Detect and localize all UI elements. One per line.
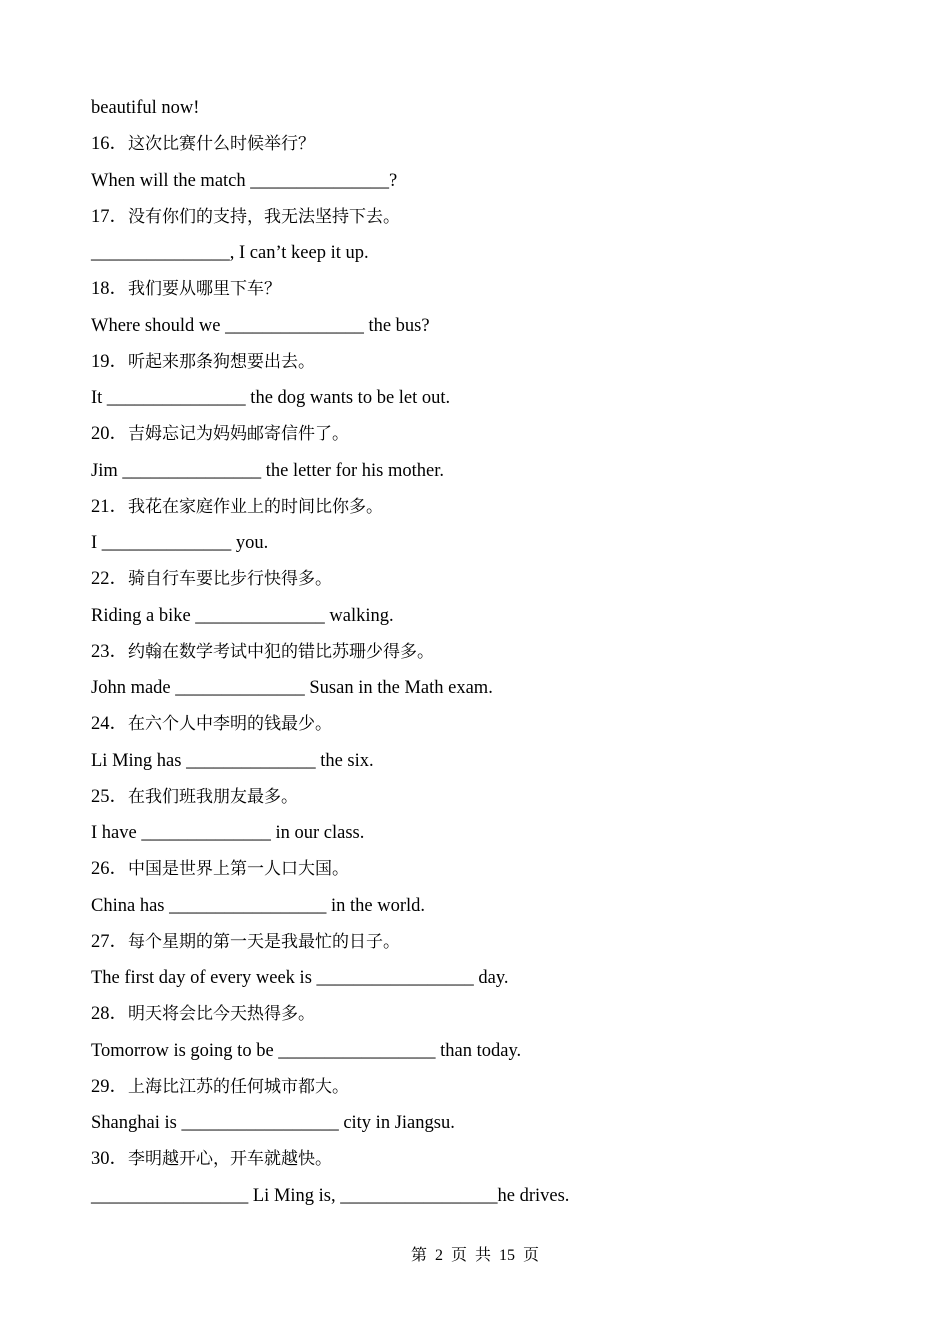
question-chinese-text: 约翰在数学考试中犯的错比苏珊少得多。: [128, 641, 435, 662]
question-number: 27．: [91, 931, 129, 952]
question-chinese-text: 没有你们的支持，我无法坚持下去。: [128, 206, 401, 227]
question-chinese-text: 李明越开心，开车就越快。: [128, 1149, 333, 1170]
answer-sentence: Jim _______________ the letter for his mother.: [91, 460, 444, 481]
question-number: 16．: [91, 134, 129, 155]
question-prompt: [91, 416, 871, 452]
question-chinese-text: 中国是世界上第一人口大国。: [128, 859, 350, 880]
question-prompt: [91, 924, 871, 960]
question-prompt: [91, 996, 871, 1032]
question-number: 30．: [91, 1149, 129, 1170]
question-prompt: [91, 634, 871, 670]
question-chinese-text: 在我们班我朋友最多。: [128, 786, 299, 807]
answer-sentence: I ______________ you.: [91, 533, 269, 553]
question-chinese-text: 在六个人中李明的钱最少。: [128, 714, 333, 735]
question-number: 18．: [91, 279, 129, 300]
question-number: 20．: [91, 424, 129, 445]
page-footer: [0, 1242, 950, 1265]
question-prompt: [91, 344, 871, 380]
question-prompt: [91, 1069, 871, 1105]
question-chinese-text: 骑自行车要比步行快得多。: [128, 569, 333, 590]
question-number: 26．: [91, 859, 129, 880]
question-prompt: [91, 489, 871, 525]
question-number: 28．: [91, 1004, 129, 1025]
question-number: 17．: [91, 206, 129, 227]
exercise-list: [91, 90, 871, 1214]
answer-sentence: John made ______________ Susan in the Math exam.: [91, 678, 493, 698]
question-prompt: [91, 706, 871, 742]
question-prompt: [91, 561, 871, 597]
answer-sentence: Riding a bike ______________ walking.: [91, 605, 394, 626]
answer-sentence: Where should we _______________ the bus?: [91, 315, 430, 336]
footer-total-label: 共: [475, 1247, 492, 1264]
footer-page-label: 页: [450, 1247, 467, 1264]
footer-page-number: 2: [434, 1247, 443, 1264]
answer-sentence: When will the match _______________?: [91, 170, 398, 191]
question-prompt: [91, 126, 871, 162]
question-chinese-text: 吉姆忘记为妈妈邮寄信件了。: [128, 424, 350, 445]
answer-sentence: It _______________ the dog wants to be let out.: [91, 388, 451, 408]
question-chinese-text: 我们要从哪里下车？: [128, 279, 282, 300]
question-number: 19．: [91, 351, 129, 372]
answer-sentence: _______________, I can’t keep it up.: [91, 243, 369, 263]
answer-sentence: I have ______________ in our class.: [91, 823, 365, 843]
question-number: 22．: [91, 569, 129, 590]
question-number: 29．: [91, 1076, 129, 1097]
question-chinese-text: 听起来那条狗想要出去。: [128, 351, 316, 372]
question-prompt: [91, 199, 871, 235]
question-prompt: [91, 271, 871, 307]
answer-sentence: _________________ Li Ming is, _________________he drives.: [91, 1185, 570, 1206]
footer-total-pages: 15: [499, 1247, 516, 1264]
question-chinese-text: 这次比赛什么时候举行？: [128, 134, 316, 155]
answer-sentence: Li Ming has ______________ the six.: [91, 750, 374, 771]
question-chinese-text: 我花在家庭作业上的时间比你多。: [128, 496, 384, 517]
question-chinese-text: 明天将会比今天热得多。: [128, 1004, 316, 1025]
answer-sentence: Tomorrow is going to be _________________ than today.: [91, 1040, 522, 1061]
question-number: 21．: [91, 496, 129, 517]
footer-suffix: 页: [523, 1247, 540, 1264]
question-prompt: [91, 1141, 871, 1177]
question-number: 25．: [91, 786, 129, 807]
answer-sentence: China has _________________ in the world.: [91, 895, 426, 916]
question-prompt: [91, 851, 871, 887]
answer-sentence: beautiful now!: [91, 98, 200, 118]
question-chinese-text: 每个星期的第一天是我最忙的日子。: [128, 931, 401, 952]
question-prompt: [91, 779, 871, 815]
question-number: 24．: [91, 714, 129, 735]
footer-prefix: 第: [410, 1247, 427, 1264]
question-number: 23．: [91, 641, 129, 662]
answer-sentence: The first day of every week is _________________ day.: [91, 968, 509, 988]
question-chinese-text: 上海比江苏的任何城市都大。: [128, 1076, 350, 1097]
answer-sentence: Shanghai is _________________ city in Jiangsu.: [91, 1113, 455, 1133]
